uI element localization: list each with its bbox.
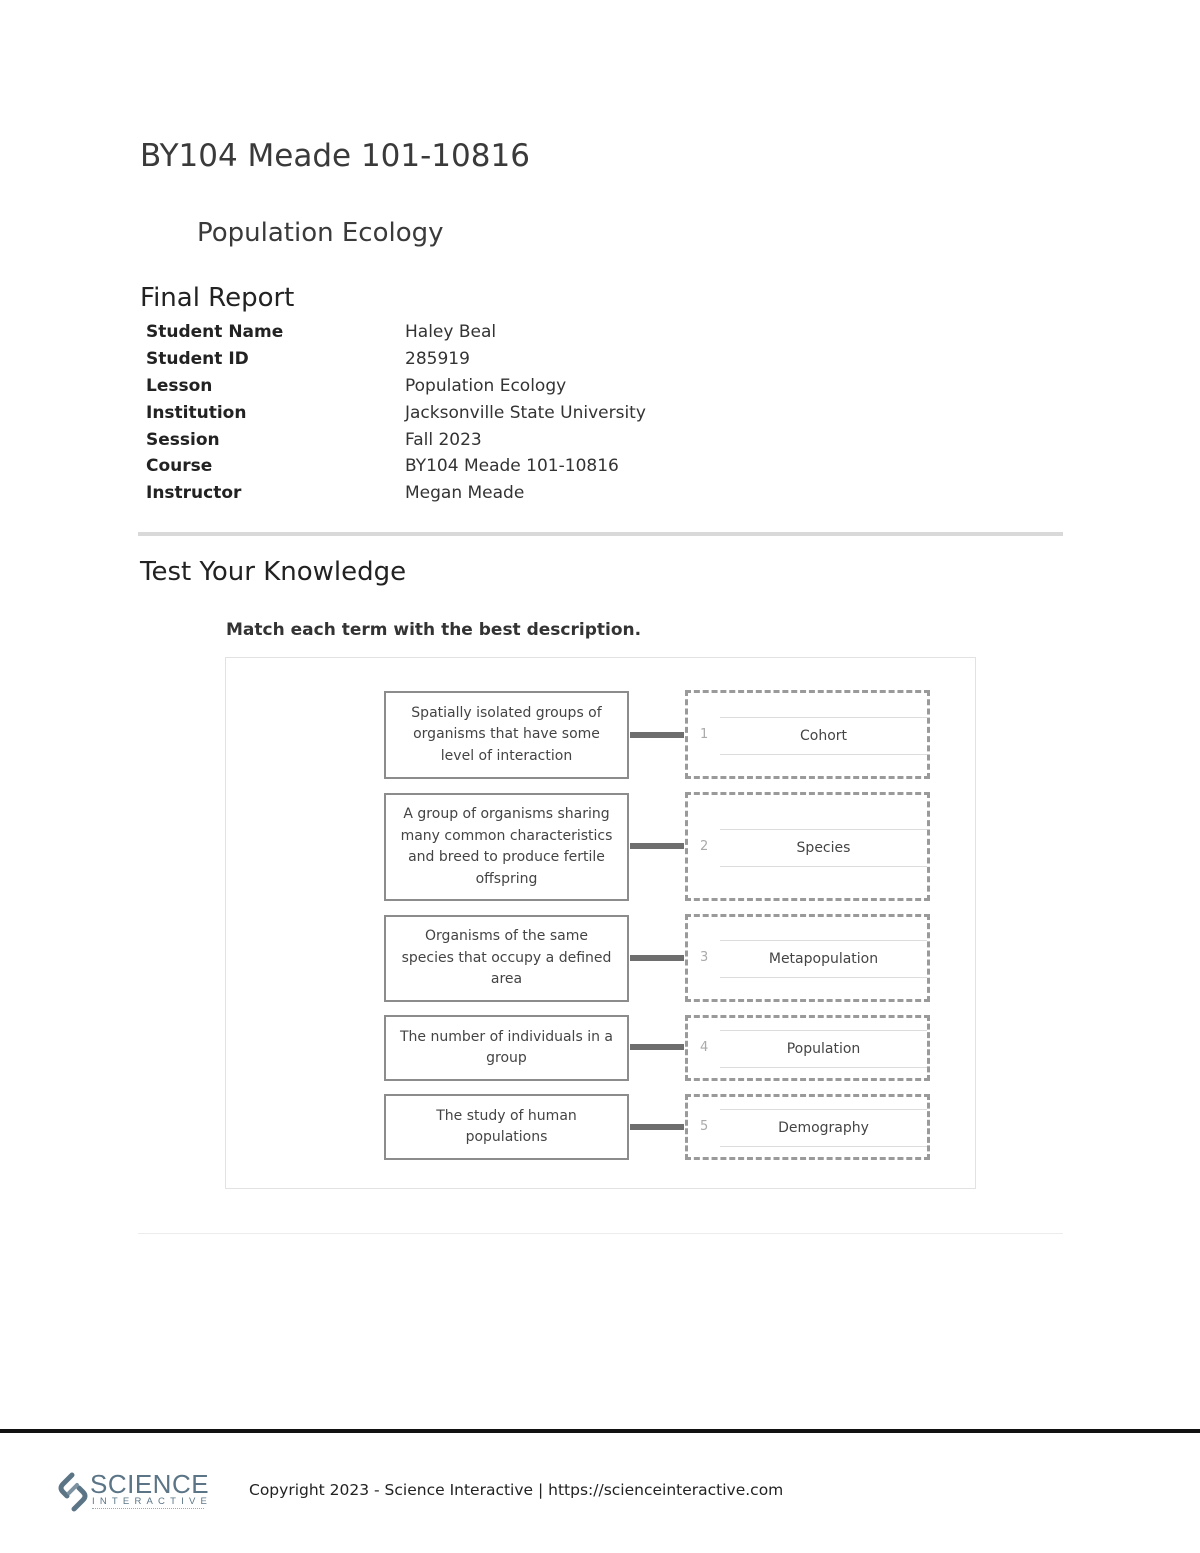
info-label: Course (146, 456, 213, 477)
match-connector (630, 732, 684, 738)
term-drop-slot[interactable] (685, 914, 930, 1002)
info-row (140, 453, 652, 480)
info-row (140, 399, 652, 426)
term-label: Metapopulation (720, 940, 927, 978)
term-drop-slot[interactable] (685, 690, 930, 779)
section-title: Test Your Knowledge (140, 557, 407, 587)
section-divider (138, 532, 1063, 536)
term-number: 2 (700, 838, 709, 854)
description-card[interactable]: Spatially isolated groups of organisms that have some level of interaction (384, 691, 629, 779)
info-value: 285919 (405, 349, 470, 370)
logo-wordmark: SCIENCE (90, 1469, 210, 1499)
info-value: BY104 Meade 101-10816 (405, 456, 619, 477)
term-number: 3 (700, 950, 709, 965)
info-label: Instructor (146, 483, 242, 504)
term-label: Demography (720, 1109, 927, 1147)
description-card[interactable]: The study of human populations (384, 1094, 629, 1160)
description-card[interactable]: The number of individuals in a group (384, 1015, 629, 1081)
match-connector (630, 1124, 684, 1130)
report-title: Final Report (140, 283, 295, 313)
term-label: Species (720, 829, 927, 867)
info-row (140, 480, 652, 507)
term-label: Population (720, 1030, 927, 1068)
info-label: Lesson (146, 375, 213, 396)
footer-rule (0, 1429, 1200, 1433)
science-interactive-logo (58, 1468, 213, 1514)
info-label: Student ID (146, 349, 249, 370)
chain-link-icon (58, 1472, 88, 1512)
info-value: Population Ecology (405, 375, 567, 396)
report-info-table (140, 319, 652, 507)
info-value: Haley Beal (405, 322, 497, 343)
info-value: Megan Meade (405, 483, 525, 504)
quiz-instruction: Match each term with the best description. (226, 620, 642, 640)
footer-copyright: Copyright 2023 - Science Interactive | https://scienceinteractive.com (249, 1481, 784, 1499)
info-value: Fall 2023 (405, 429, 482, 450)
info-row (140, 346, 652, 373)
description-card[interactable]: Organisms of the same species that occupy a defined area (384, 915, 629, 1002)
section-divider (138, 1233, 1063, 1234)
match-connector (630, 955, 684, 961)
info-row (140, 319, 652, 346)
term-drop-slot[interactable] (685, 1015, 930, 1081)
info-label: Session (146, 429, 220, 450)
info-value: Jacksonville State University (405, 402, 646, 423)
match-connector (630, 843, 684, 849)
term-number: 1 (700, 726, 709, 742)
logo-subtitle: INTERACTIVE (92, 1496, 213, 1507)
description-card[interactable]: A group of organisms sharing many common characteristics and breed to produce fertile offspring (384, 793, 629, 901)
info-row (140, 373, 652, 400)
term-drop-slot[interactable] (685, 1094, 930, 1160)
info-label: Student Name (146, 322, 284, 343)
term-number: 4 (700, 1040, 709, 1055)
course-title: BY104 Meade 101-10816 (140, 138, 530, 174)
term-drop-slot[interactable] (685, 792, 930, 901)
info-row (140, 426, 652, 453)
term-label: Cohort (720, 717, 927, 755)
info-label: Institution (146, 402, 247, 423)
logo-tagline (92, 1508, 204, 1512)
lesson-title: Population Ecology (197, 218, 444, 248)
term-number: 5 (700, 1119, 709, 1134)
match-connector (630, 1044, 684, 1050)
